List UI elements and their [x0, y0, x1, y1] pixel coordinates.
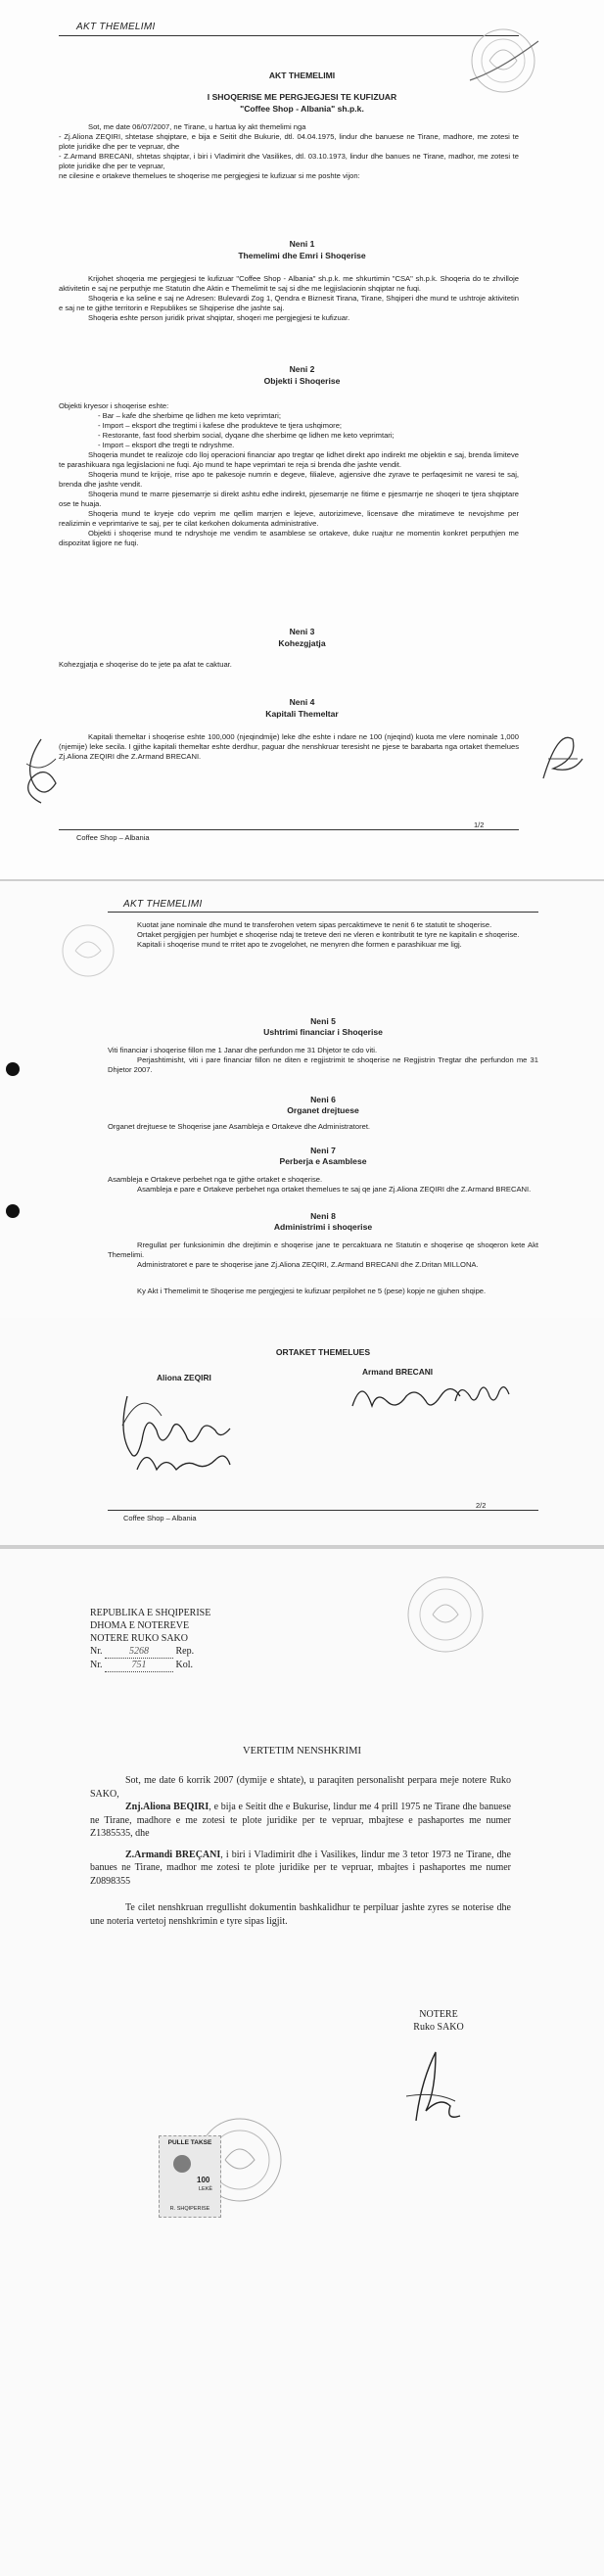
- paragraph: Ortaket pergjigjen per humbjet e shoqerise ndaj te treteve deri ne vleren e kontributit te tyre ne kapitalin e shoqerise.: [137, 930, 520, 939]
- stamp-value: 100: [197, 2176, 210, 2184]
- notary-seal-icon: [392, 1570, 509, 1668]
- article-subtitle: Organet drejtuese: [287, 1105, 359, 1115]
- article-subtitle: Perberja e Asamblese: [279, 1156, 367, 1166]
- kol-number: 751: [105, 1659, 173, 1672]
- paragraph: Te cilet nenshkruan rregullisht dokumentin bashkalidhur te perpiluar jashte zyres se noterise dhe une noteria vertetoj nenshkrimin e tyre sipas ligjit.: [90, 1902, 511, 1927]
- stamp-unit: LEKË: [199, 2186, 213, 2192]
- punch-hole: [6, 1204, 20, 1218]
- notary-signature: [387, 2037, 485, 2135]
- nr-label: Nr.: [90, 1646, 103, 1657]
- person-details: , i biri i Vladimirit dhe i Vasilikes, lindur me 3 tetor 1973 ne Tirane, dhe banues ne Tirane, madhor me zotesi te plote juridike per te vepruar, mbajtes i pashaportes me numer Z0898355: [90, 1849, 511, 1887]
- paragraph: Asambleja e Ortakeve perbehet nga te gjithe ortaket e shoqerise.: [108, 1175, 323, 1184]
- page-number: 2/2: [476, 1501, 487, 1510]
- article-title: Neni 7: [310, 1146, 336, 1155]
- list-item: - Import – eksport dhe tregti te ndryshme.: [98, 441, 235, 449]
- punch-hole: [6, 1062, 20, 1076]
- intro-block: [59, 122, 519, 181]
- closing-paragraph: Ky Akt i Themelimit te Shoqerise me pergjegjesi te kufizuar perpilohet ne 5 (pese) kopje ne gjuhen shqipe.: [137, 1287, 487, 1295]
- paragraph: Organet drejtuese te Shoqerise jane Asambleja e Ortakeve dhe Administratoret.: [108, 1122, 371, 1131]
- article-body: [59, 401, 519, 548]
- stamp-label: PULLE TAKSE: [167, 2139, 212, 2146]
- kol-label: Kol.: [175, 1660, 193, 1670]
- document-page-3: [0, 1318, 604, 2576]
- paragraph: Krijohet shoqeria me pergjegjesi te kufizuar "Coffee Shop - Albania" sh.p.k. me shkurtimin "CSA" sh.p.k. Shoqeria do te zhvilloje aktivitetin e saj ne perputhje me Statutin dhe Aktin e Themelimit te saj si dhe me legjislacionin shqiptar ne fuqi.: [59, 274, 519, 293]
- page-footer: Coffee Shop – Albania: [123, 1514, 197, 1522]
- article-subtitle: Themelimi dhe Emri i Shoqerise: [238, 251, 366, 260]
- nr-label: Nr.: [90, 1660, 103, 1670]
- certificate-title: VERTETIM NENSHKRIMI: [243, 1746, 361, 1756]
- founder-signature: [108, 1377, 264, 1484]
- page-divider: [0, 1545, 604, 1549]
- paragraph: Objekti kryesor i shoqerise eshte:: [59, 401, 169, 410]
- paragraph: Perjashtimisht, viti i pare financiar fillon ne diten e regjistrimit te shoqerise ne Regjistrin Tregtar dhe perfundon me 31 Dhjetor 2007.: [108, 1055, 538, 1074]
- article-body: [108, 1046, 538, 1075]
- notary-header: [90, 1607, 210, 1672]
- stamp-country: R. SHQIPERISE: [169, 2206, 210, 2212]
- header-rule: [108, 912, 538, 913]
- notary-label: NOTERE: [419, 2009, 458, 2020]
- article-subtitle: Kohezgjatja: [278, 638, 326, 648]
- tax-stamp: [159, 2135, 221, 2218]
- person-details: , e bija e Seitit dhe e Bukurise, lindur me 4 prill 1975 ne Tirane dhe banuese ne Tirane, madhore e me zotesi te plote juridike per te vepruar, mbajtese e pashaportes me numer Z1385535, dhe: [90, 1802, 511, 1839]
- article-title: Neni 6: [310, 1095, 336, 1104]
- margin-initials-signature: [12, 729, 70, 808]
- paragraph: Sot, me date 6 korrik 2007 (dymije e shtate), u paraqiten personalisht perpara meje notere Ruko SAKO,: [90, 1775, 511, 1800]
- paragraph: Kohezgjatja e shoqerise do te jete pa afat te caktuar.: [59, 660, 232, 669]
- document-page-2: [0, 881, 604, 1318]
- person-paragraph: [90, 1801, 511, 1841]
- paragraph: Shoqeria mund te marre pjesemarrje si direkt ashtu edhe indirekt, pjesemarrje ne fitime e pjesmarrje ne shoqeri te tjera shqiptare ose te huaja.: [59, 490, 519, 508]
- founder-name: Aliona ZEQIRI: [157, 1373, 211, 1382]
- paragraph: Shoqeria mund te krijoje, rrise apo te pakesoje numrin e degeve, filialeve, agjensive dhe zyrave te perfaqesimit ne varesi te saj, brenda dhe jashte vendit.: [59, 470, 519, 489]
- rep-number: 5268: [105, 1645, 173, 1659]
- article-subtitle: Kapitali Themeltar: [265, 709, 339, 719]
- company-title: I SHOQERISE ME PERGJEGJESI TE KUFIZUAR: [207, 92, 397, 102]
- list-item: - Import – eksport dhe tregtimi i kafese dhe produkteve te tjera ushqimore;: [98, 421, 343, 430]
- page-number: 1/2: [474, 820, 485, 829]
- article-body: [108, 1175, 538, 1194]
- paragraph: Asambleja e pare e Ortakeve perbehet nga ortaket themelues te saj qe jane Zj.Aliona ZEQIRI dhe Z.Armand BRECANI.: [137, 1185, 532, 1194]
- document-page-1: [0, 0, 604, 881]
- paragraph: Rregullat per funksionimin dhe drejtimin e shoqerise jane te percaktuara ne Statutin e shoqerise qe shoqeron kete Akt Themelimi.: [108, 1241, 538, 1259]
- document-title: AKT THEMELIMI: [268, 70, 336, 80]
- founders-title: ORTAKET THEMELUES: [275, 1347, 371, 1357]
- paragraph: Administratoret e pare te shoqerise jane Zj.Aliona ZEQIRI, Z.Armand BRECANI dhe Z.Dritan MILLONA.: [137, 1260, 479, 1269]
- person-name: Znj.Aliona BEQIRI: [125, 1802, 209, 1812]
- notary-sign-block: [399, 2008, 478, 2034]
- page-header: AKT THEMELIMI: [123, 899, 203, 910]
- org-line: DHOMA E NOTEREVE: [90, 1620, 190, 1631]
- intro-line: Sot, me date 06/07/2007, ne Tirane, u hartua ky akt themelimi nga: [88, 122, 306, 131]
- founder-line: - Zj.Aliona ZEQIRI, shtetase shqiptare, e bija e Seitit dhe Bukurie, dtl. 04.04.1975, lindur dhe banuese ne Tirane, madhore, me zotesi te plote juridike dhe per te vepruar, dhe: [59, 132, 519, 151]
- paragraph: Kapitali themeltar i shoqerise eshte 100,000 (njeqindmije) leke dhe eshte i ndare ne 100 (njeqind) kuota me vlere nominale 1,000 (njemije) leke secila. I gjithe kapitali themeltar eshte derdhur, paguar dhe nenshkruar teresisht ne pjese te barabarta nga ortaket themelues Zj.Aliona ZEQIRI dhe Z.Armand BRECANI.: [59, 732, 519, 761]
- paragraph: Viti financiar i shoqerise fillon me 1 Janar dhe perfundon me 31 Dhjetor te cdo viti.: [108, 1046, 378, 1054]
- article-subtitle: Administrimi i shoqerise: [273, 1222, 373, 1232]
- stamp-portrait-icon: [167, 2150, 197, 2201]
- org-line: REPUBLIKA E SHQIPERISE: [90, 1608, 211, 1618]
- official-seal-icon: [460, 22, 548, 100]
- paragraph: Shoqeria eshte person juridik privat shqiptar, shoqeri me pergjegjesi te kufizuar.: [88, 313, 350, 322]
- notary-name: Ruko SAKO: [413, 2022, 464, 2033]
- certificate-body: [90, 1774, 511, 1928]
- founder-name: Armand BRECANI: [362, 1367, 434, 1377]
- rep-label: Rep.: [175, 1646, 195, 1657]
- article-title: Neni 3: [289, 627, 315, 636]
- paragraph: Objekti i shoqerise mund te ndryshoje me vendim te asamblese se ortakeve, duke ruajtur ne momentin konkret perputhjen me dispozitat ligjore ne fuqi.: [59, 529, 519, 547]
- list-item: - Bar – kafe dhe sherbime qe lidhen me keto veprimtari;: [98, 411, 281, 420]
- paragraph: Kapitali i shoqerise mund te rritet apo te zvogelohet, ne menyren dhe formen e parashikuar me ligj.: [137, 940, 462, 949]
- article-body: [108, 920, 538, 950]
- article-title: Neni 2: [289, 364, 315, 374]
- person-paragraph: [90, 1849, 511, 1889]
- company-name: "Coffee Shop - Albania" sh.p.k.: [240, 104, 364, 114]
- register-rep: [90, 1645, 210, 1659]
- header-rule: [59, 35, 519, 36]
- article-title: Neni 4: [289, 697, 315, 707]
- paragraph: Shoqeria e ka seline e saj ne Adresen: Bulevardi Zog 1, Qendra e Biznesit Tirana, Tirane, Shqiperi dhe mund te ushtroje aktivitetin e saj ne te gjithe territorin e Republikes se Shqiperise dhe jashte saj.: [59, 294, 519, 312]
- article-body: [108, 1241, 538, 1270]
- article-title: Neni 8: [310, 1211, 336, 1221]
- article-subtitle: Ushtrimi financiar i Shoqerise: [263, 1027, 383, 1037]
- intro-line: ne cilesine e ortakeve themelues te shoqerise me pergjegjesi te kufizuar si me poshte vijon:: [59, 171, 360, 180]
- paragraph: Shoqeria mund te kryeje cdo veprim me qellim marrjen e lejeve, autorizimeve, licensave dhe miratimeve te nevojshme per realizimin e veprimtarive te saj, per te cilat kerkohen dokumenta administrative.: [59, 509, 519, 528]
- article-body: [59, 274, 519, 323]
- list-item: - Restorante, fast food sherbim social, dyqane dhe sherbime qe lidhen me keto veprimtari;: [98, 431, 395, 440]
- paragraph: Shoqeria mundet te realizoje cdo lloj operacioni financiar apo tregtar qe lidhet direkt apo indirekt me objektin e saj, brenda limiteve te parashikuara nga legjislacioni ne fuqi. Ajo mund te hape veprimtari te reja si brenda dhe jashte vendit.: [59, 450, 519, 469]
- founder-line: - Z.Armand BRECANI, shtetas shqiptar, i biri i Vladimirit dhe Vasilikes, dtl. 03.10.1973, lindur dhe banues ne Tirane, madhor, me zotesi te plote juridike dhe per te vepruar,: [59, 152, 519, 170]
- article-subtitle: Objekti i Shoqerise: [263, 376, 341, 386]
- paragraph: Kuotat jane nominale dhe mund te transferohen vetem sipas percaktimeve te nenit 6 te statutit te shoqerise.: [137, 920, 492, 929]
- article-title: Neni 5: [310, 1016, 336, 1026]
- page-header: AKT THEMELIMI: [76, 22, 156, 32]
- footer-rule: [59, 829, 519, 830]
- page-footer: Coffee Shop – Albania: [76, 833, 150, 842]
- register-kol: [90, 1659, 210, 1672]
- founder-signature: [343, 1372, 529, 1421]
- margin-initials-signature: [534, 720, 592, 798]
- person-name: Z.Armandi BREÇANI: [125, 1849, 221, 1860]
- article-title: Neni 1: [289, 239, 315, 249]
- footer-rule: [108, 1510, 538, 1511]
- org-line: NOTERE RUKO SAKO: [90, 1633, 188, 1644]
